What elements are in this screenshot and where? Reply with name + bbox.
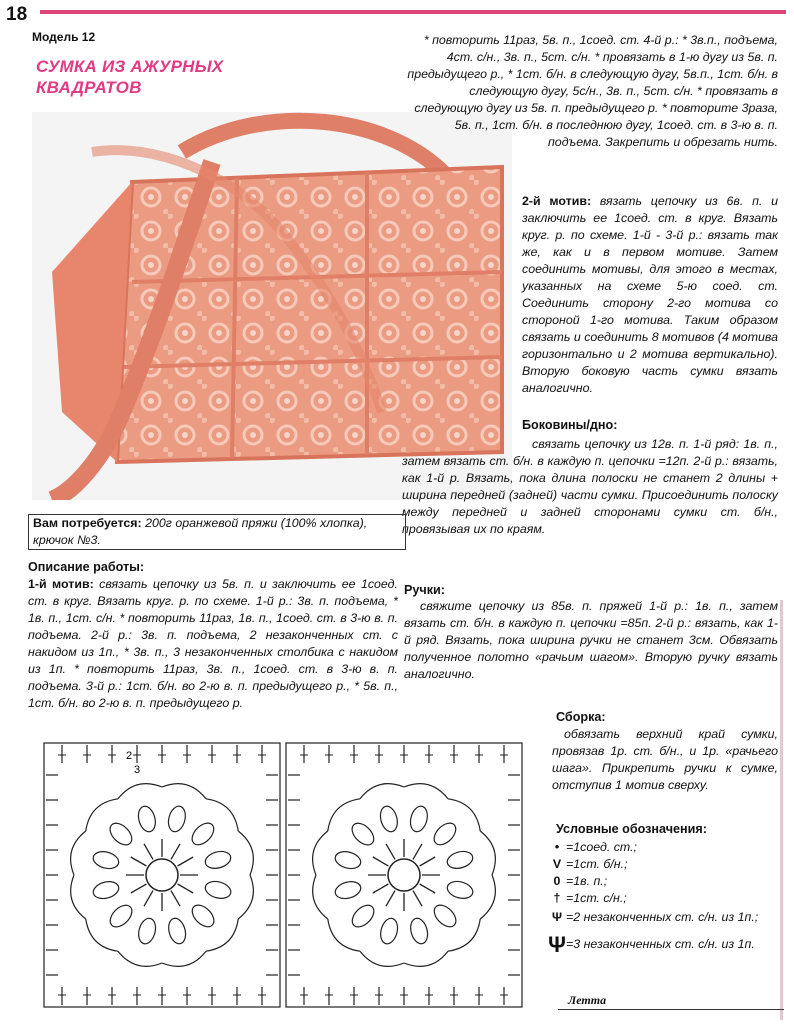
cluster-petal [333,879,362,901]
chain-arc [162,784,206,799]
handles-heading: Ручки: [404,583,445,597]
handles-text: свяжите цепочку из 85в. п. пряжей 1-й р.: 1в. п., затем вязать ст. б/н. в каждую п. цепочки =85п. 2-й р.: вязать, как 1-й ряд. Вязать, пока ширина ручки не станет 3см. Обвязать полученное полотно «рачьим шагом». Вторую ручку вязать аналогично. [404,599,778,681]
dc-stitch [386,891,395,907]
cluster-petal [348,819,378,849]
cluster-petal [203,849,232,871]
dc-stitch [420,884,436,893]
cluster-petal [378,916,400,945]
chain-arc [86,799,118,831]
chain-icon: 0 [553,874,561,888]
title-line-2: КВАДРАТОВ [36,78,142,97]
center-ring [388,859,420,891]
dc3tog-icon: Ψ [548,932,566,957]
motif1-paragraph [28,576,398,712]
right-edge-bar [780,600,783,1020]
dc-stitch [144,891,153,907]
description-heading: Описание работы: [28,560,145,574]
dc-stitch [171,844,180,860]
chain-arc [238,831,253,875]
dc-stitch [373,884,389,893]
chain-arc [313,831,328,875]
motif2-label: 2-й мотив: [522,194,592,208]
chain-arc [206,919,238,951]
page-number: 18 [6,4,28,25]
cluster-petal [203,879,232,901]
top-rule [40,10,786,14]
legend-item: 0 =1в. п.; [548,873,780,890]
chain-arc [480,831,495,875]
title-line-1: СУМКА ИЗ АЖУРНЫХ [36,57,224,76]
chain-arc [238,875,253,919]
cluster-petal [188,819,218,849]
cluster-petal [188,901,218,931]
chain-arc [448,919,480,951]
chain-arc [118,951,162,966]
motif-outline [44,743,280,1007]
dc-stitch [131,884,147,893]
cluster-petal [166,804,188,833]
cluster-petal [106,819,136,849]
cluster-petal [136,916,158,945]
chain-arc [86,919,118,951]
cluster-petal [445,879,474,901]
chain-arc [328,919,360,951]
chain-arc [328,799,360,831]
chain-arc [162,951,206,966]
chain-arc [404,784,448,799]
legend-item: Ψ =2 незаконченных ст. с/н. из 1п.; [548,909,780,926]
materials-label: Вам потребуется: [33,516,142,530]
assembly-text: обвязать верхний край сумки, провязав 1р. ст. б/н., и 1р. «рачьего шага». Прикрепить ручки к сумке, отступив 1 мотив сверху. [552,727,778,792]
cluster-petal [333,849,362,871]
chain-arc [206,799,238,831]
cluster-petal [408,916,430,945]
motif1-label: 1-й мотив: [28,577,94,591]
publisher-footer: Летта [568,993,607,1007]
sides-text: связать цепочку из 12в. п. 1-й ряд: 1в. п., затем вязать ст. б/н. в каждую п. цепочки =12п. 2-й р.: вязать, как 1-й р. Вязать, пока длина полоски не станет 2 длины + ширина передней (задней) части сумки. Присоединить полоску между передней и задней сторонами сумки ст. б/н., провязывая их по краям. [402,437,778,536]
chain-arc [360,784,404,799]
materials-text: 200г оранжевой пряжи (100% хлопка), крючок №3. [33,516,368,547]
chain-arc [118,784,162,799]
cluster-petal [91,879,120,901]
cluster-petal [136,804,158,833]
slip-stitch-icon: • [554,840,560,854]
sides-heading: Боковины/дно: [522,418,618,432]
row-mark-3: 3 [134,764,141,776]
single-crochet-icon: V [552,857,562,871]
legend-item: † =1ст. с/н.; [548,890,780,907]
center-ring [146,859,178,891]
chain-arc [313,875,328,919]
cluster-petal [378,804,400,833]
chain-arc [360,951,404,966]
motif1-text: связать цепочку из 5в. п. и заключить ее 1соед. ст. в круг. Вязать круг. р. по схеме. 1-й р.: 3в. п. подъема, * 1в. п., 1ст. с/н. * повторить 11раз, 1в. п., 1соед. ст. в 3-ю в. п. подъема. 2-й р.: 3в. п. подъема, 2 незаконченных ст. с накидом из 1п., * 3в. п., 3 незаконченных столбика с накидом из 1п. * повторить 11раз, 3в. п., 1соед. ст. в 3-ю в. п. подъема. 3-й р.: 1ст. б/н. во 2-ю в. п. предыдущего р., * 5в. п., 1ст. б/н. во 2-ю в. п. предыдущего р. [28,577,398,710]
cluster-petal [430,819,460,849]
legend-item: • =1соед. ст.; [548,839,780,856]
legend-heading: Условные обозначения: [556,822,707,836]
motif2-paragraph [522,193,778,397]
dc-stitch [420,857,436,866]
assembly-heading: Сборка: [556,710,606,724]
materials-box [28,514,406,550]
chain-arc [448,799,480,831]
dc-stitch [171,891,180,907]
footer-rule [558,1009,784,1010]
legend-list [548,839,780,957]
page-title [36,56,276,98]
cluster-petal [166,916,188,945]
dc2tog-icon: Ψ [551,910,563,924]
chain-arc [71,831,86,875]
crochet-diagram [36,735,536,1015]
dc-stitch [413,844,422,860]
dc-stitch [386,844,395,860]
legend-item: Ψ =3 незаконченных ст. с/н. из 1п. [548,932,755,957]
motif2-text: вязать цепочку из 6в. п. и заключить ее 1соед. ст. в круг. Вязать круг. р. по схеме. 1-й - 3-й р.: вязать так же, как и в первом мотиве. Затем соединить мотивы, для этого в местах, указанных на схеме 5-ю соед. ст. Соединить сторону 2-го мотива со стороной 1-го мотива. Таким образом связать и соединить 8 мотивов (4 мотива горизонтально и 2 мотива вертикально). Вторую боковую часть сумки вязать аналогично. [522,194,778,395]
legend-item: V =1ст. б/н.; [548,856,780,873]
dc-stitch [373,857,389,866]
dc-stitch [131,857,147,866]
model-label: Модель 12 [32,30,96,44]
dc-stitch [144,844,153,860]
double-crochet-icon: † [553,891,561,905]
cluster-petal [430,901,460,931]
cluster-petal [348,901,378,931]
motif-outline [286,743,522,1007]
chain-arc [480,875,495,919]
row-mark-2: 2 [126,750,133,762]
dc-stitch [178,884,194,893]
chain-arc [404,951,448,966]
cluster-petal [445,849,474,871]
cluster-petal [91,849,120,871]
cluster-petal [408,804,430,833]
dc-stitch [178,857,194,866]
intro-continuation: * повторить 11раз, 5в. п., 1соед. ст. 4-й р.: * 3в.п., подъема, 4ст. с/н., 3в. п., 5ст. с/н. * провязать в 1-ю дугу из 5в. п. предыдущего р., * 1ст. б/н. в следующую дугу, 5в.п., 1ст. б/н. в следующую дугу, 5с/н., 3в. п., 5ст. с/н. * провязать в следующую дугу из 5в. п. предыдущего р. * повторите 3раза, 5в. п., 1ст. б/н. в последнюю дугу, 1соед. ст. в 3-ю в. п. подъема. Закрепить и обрезать нить. [407,33,778,149]
dc-stitch [413,891,422,907]
chain-arc [71,875,86,919]
cluster-petal [106,901,136,931]
